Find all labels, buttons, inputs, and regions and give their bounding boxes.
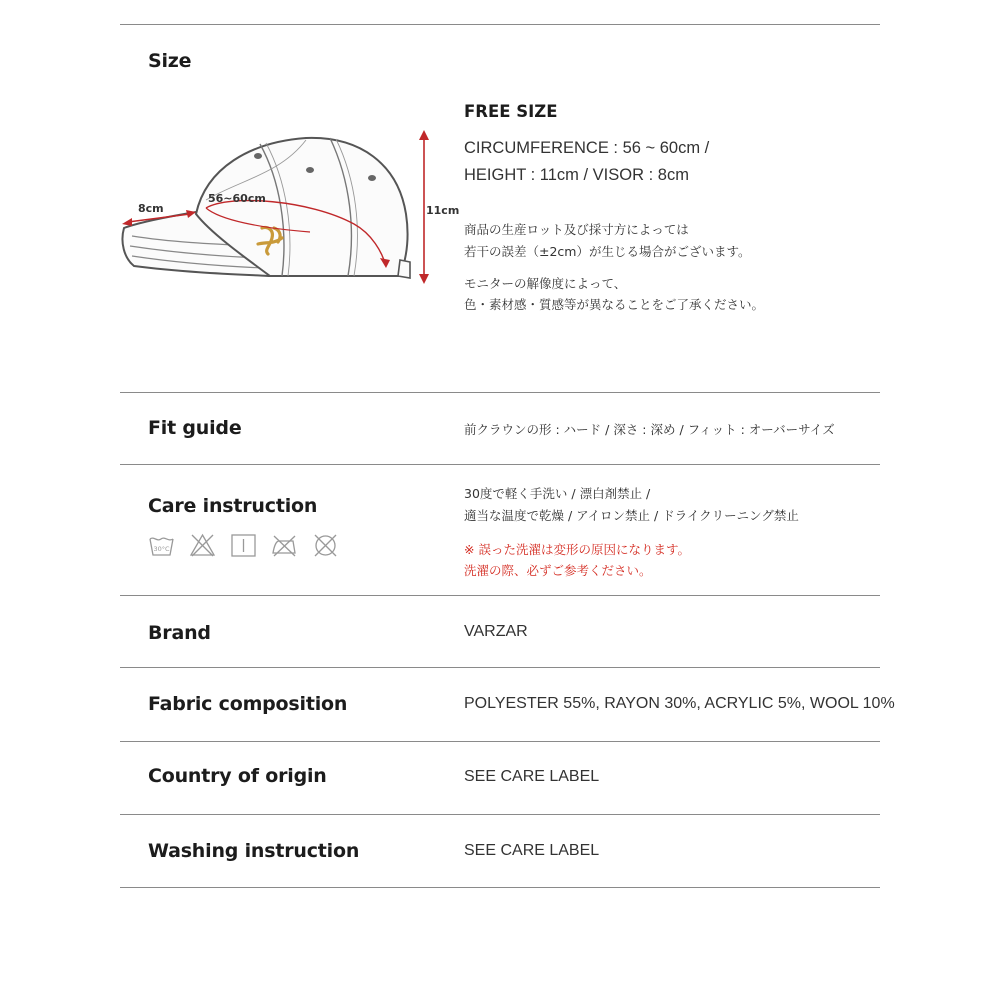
tumble-dry-icon [230,533,257,558]
origin-value: SEE CARE LABEL [464,768,600,785]
no-iron-icon [271,533,298,558]
height-dim-label: 11cm [426,204,460,217]
size-note-2b: 色・素材感・質感等が異なることをご了承ください。 [464,297,765,312]
visor-arrowhead-left [122,218,132,226]
care-icons [148,533,339,558]
no-bleach-icon [189,533,216,558]
wash-temp-text: 30°C [153,545,170,553]
fabric-label: Fabric composition [148,693,348,715]
care-warning-1: ※ 誤った洗濯は変形の原因になります。 [464,542,690,557]
eyelet-1 [254,153,262,159]
care-line-1: 30度で軽く手洗い / 漂白剤禁止 / [464,486,651,501]
divider-brand [120,667,880,668]
height-visor-text: HEIGHT : 11cm / VISOR : 8cm [464,166,689,184]
size-note-1b: 若干の誤差（±2cm）が生じる場合がございます。 [464,244,751,259]
cap-size-diagram [110,120,470,320]
washing-value: SEE CARE LABEL [464,842,600,859]
circumference-text: CIRCUMFERENCE : 56 ~ 60cm / [464,139,710,157]
visor-dim-label: 8cm [138,202,164,215]
cap-strap [398,260,410,278]
brand-label: Brand [148,622,211,644]
divider-top [120,24,880,25]
divider-fabric [120,741,880,742]
no-dry-clean-icon [312,533,339,558]
free-size-title: FREE SIZE [464,102,558,121]
fit-guide-value: 前クラウンの形 : ハード / 深さ : 深め / フィット : オーバーサイズ [464,422,835,437]
circumference-dim-label: 56~60cm [208,192,266,205]
size-note-2a: モニターの解像度によって、 [464,276,627,291]
height-arrowhead-top [419,130,429,140]
divider-fit [120,464,880,465]
height-arrowhead-bottom [419,274,429,284]
divider-origin [120,814,880,815]
size-note-1a: 商品の生産ロット及び採寸方によっては [464,222,689,237]
care-line-2: 適当な温度で乾燥 / アイロン禁止 / ドライクリーニング禁止 [464,508,799,523]
brand-value: VARZAR [464,623,528,640]
eyelet-3 [368,175,376,181]
origin-label: Country of origin [148,765,327,787]
care-instruction-label: Care instruction [148,495,318,517]
divider-care [120,595,880,596]
divider-bottom [120,887,880,888]
eyelet-2 [306,167,314,173]
fit-guide-label: Fit guide [148,417,242,439]
fabric-value: POLYESTER 55%, RAYON 30%, ACRYLIC 5%, WOOL 10% [464,695,895,712]
size-label: Size [148,50,192,72]
washing-label: Washing instruction [148,840,360,862]
care-warning-2: 洗濯の際、必ずご参考ください。 [464,563,652,578]
divider-size [120,392,880,393]
hand-wash-icon [148,533,175,558]
